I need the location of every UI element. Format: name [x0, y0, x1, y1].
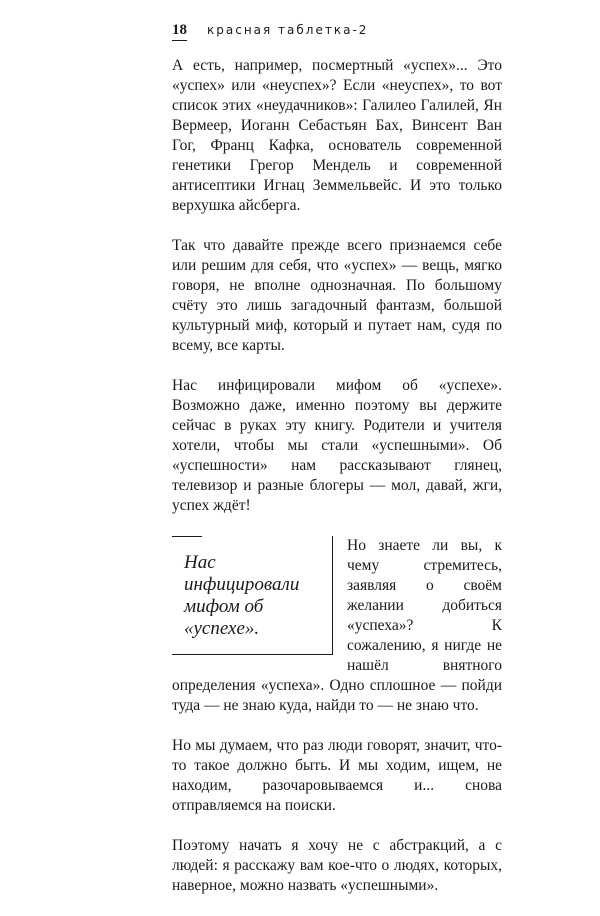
- paragraph-3: Нас инфицировали мифом об «успехе». Возможно даже, именно поэтому вы держите сейчас в руках эту книгу. Родители и учителя хотели, чтобы мы стали «успешными». Об «успешности» нам рассказывают глянец, телевизор и разные блогеры — мол, давай, жги, успех ждёт!: [172, 377, 502, 514]
- page-number: 18: [172, 22, 187, 41]
- running-title: красная таблетка-2: [207, 23, 369, 37]
- pull-quote-text: Нас инфицировали мифом об «успехе».: [184, 552, 300, 639]
- paragraph-6: Поэтому начать я хочу не с абстракций, а с людей: я расскажу вам кое-что о людях, которых, наверное, можно назвать «успешными».: [172, 837, 502, 894]
- paragraph-2: Так что давайте прежде всего признаемся себе или решим для себя, что «успех» — вещь, мягко говоря, не вполне однозначная. По большому счёту это лишь загадочный фантазм, большой культурный миф, который и путает нам, судя по всему, все карты.: [172, 237, 502, 354]
- paragraph-5: Но мы думаем, что раз люди говорят, значит, что-то такое должно быть. И мы ходим, ищем, не находим, разочаровываемся и... снова отправляемся на поиски.: [172, 737, 502, 814]
- running-header: [172, 22, 368, 41]
- pull-quote: [172, 536, 333, 655]
- paragraph-1: А есть, например, посмертный «успех»... Это «успех» или «неуспех»? Если «неуспех», то вот список этих «неудачников»: Галилео Галилей, Ян Вермеер, Иоганн Себастьян Бах, Винсент Ван Гог, Франц Кафка, основатель современной генетики Грегор Мендель и современной антисептики Игнац Земмельвейс. И это только верхушка айсберга.: [172, 57, 502, 214]
- paragraph-4: Но знаете ли вы, к чему стремитесь, заявляя о своём желании добиться «успеха»? К сожалению, я нигде не нашёл внятного определения «успеха». Одно сплошное — пойди туда — не знаю куда, найди то — не знаю что.: [172, 537, 502, 714]
- body-text: [172, 56, 502, 916]
